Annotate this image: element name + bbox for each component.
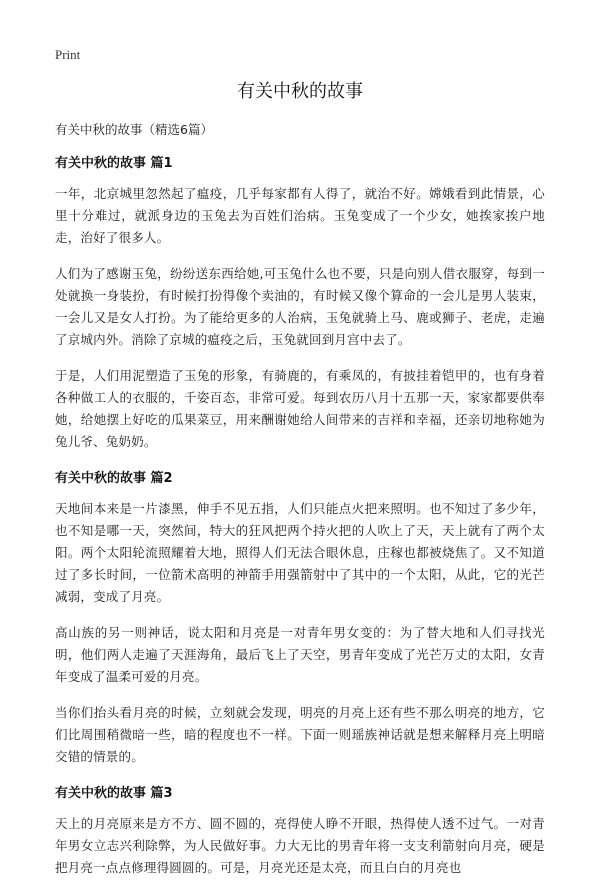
- section-heading: 有关中秋的故事 篇3: [55, 786, 173, 801]
- section-heading: 有关中秋的故事 篇2: [55, 471, 173, 486]
- paragraph: 人们为了感谢玉兔，纷纷送东西给她,可玉兔什么也不要，只是向别人借衣服穿，每到一处就换一身装扮，有时候打扮得像个卖油的，有时候又像个算命的一会儿是男人装束，一会儿又是女人打扮。为了能给更多的人治病，玉兔就骑上马、鹿或狮子、老虎，走遍了京城内外。消除了京城的瘟疫之后，玉兔就回到月宫中去了。: [55, 266, 545, 347]
- section-heading: 有关中秋的故事 篇1: [55, 156, 173, 171]
- section-1: [55, 152, 545, 453]
- paragraph: 天地间本来是一片漆黑，伸手不见五指，人们只能点火把来照明。也不知过了多少年，也不知是哪一天，突然间，特大的狂风把两个持火把的人吹上了天，天上就有了两个太阳。两个太阳轮流照耀着大地，照得人们无法合眼休息，庄稼也都被烧焦了。又不知道过了多长时间，一位箭术高明的神箭手用强箭射中了其中的一个太阳，从此，它的光芒减弱，变成了月亮。: [55, 501, 545, 604]
- paragraph: 一年，北京城里忽然起了瘟疫，几乎每家都有人得了，就治不好。嫦娥看到此情景，心里十分难过，就派身边的玉兔去为百姓们治病。玉兔变成了一个少女，她挨家挨户地走，治好了很多人。: [55, 186, 545, 245]
- page-title: 有关中秋的故事: [237, 81, 363, 102]
- print-link[interactable]: Print: [55, 47, 81, 62]
- paragraph: 于是，人们用泥塑造了玉兔的形象，有骑鹿的，有乘凤的，有披挂着铠甲的，也有身着各种做工人的衣服的，千姿百态，非常可爱。每到农历八月十五那一天，家家都要供奉她，给她摆上好吃的瓜果菜豆，用来酬谢她给人间带来的吉祥和幸福，还亲切地称她为兔儿爷、兔奶奶。: [55, 368, 545, 449]
- paragraph: 高山族的另一则神话，说太阳和月亮是一对青年男女变的：为了替大地和人们寻找光明，他们两人走遍了天涯海角，最后飞上了天空，男青年变成了光芒万丈的太阳，女青年变成了温柔可爱的月亮。: [55, 625, 545, 684]
- section-2: [55, 467, 545, 768]
- paragraph: 天上的月亮原来是方不方、圆不圆的，亮得使人睁不开眼，热得使人透不过气。一对青年男女立志兴利除弊，为人民做好事。力大无比的男青年将一支支利箭射向月亮，硬是把月亮一点点修理得圆圆的。可是，月亮光还是太亮，而且白白的月亮也: [55, 816, 545, 875]
- paragraph: 当你们抬头看月亮的时候，立刻就会发现，明亮的月亮上还有些不那么明亮的地方，它们比周围稍微暗一些，暗的程度也不一样。下面一则瑶族神话就是想来解释月亮上明暗交错的情景的。: [55, 705, 545, 764]
- section-3: [55, 782, 545, 879]
- article-body: [55, 152, 545, 893]
- page-subtitle: 有关中秋的故事（精选6篇）: [55, 122, 213, 137]
